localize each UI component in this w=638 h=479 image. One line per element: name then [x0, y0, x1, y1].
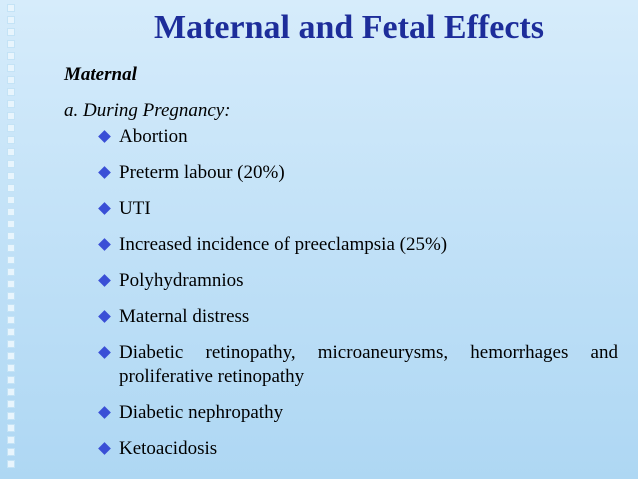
decorative-square [7, 28, 15, 36]
decorative-square [7, 244, 15, 252]
decorative-square [7, 424, 15, 432]
decorative-square [7, 172, 15, 180]
decorative-square [7, 232, 15, 240]
decorative-square-column [4, 0, 18, 479]
decorative-square [7, 136, 15, 144]
decorative-square [7, 352, 15, 360]
decorative-square [7, 412, 15, 420]
decorative-square [7, 436, 15, 444]
decorative-square [7, 52, 15, 60]
bullet-item [98, 269, 618, 293]
decorative-square [7, 328, 15, 336]
decorative-square [7, 208, 15, 216]
bullet-item [98, 197, 618, 221]
bullet-text: Polyhydramnios [119, 270, 244, 291]
decorative-square [7, 292, 15, 300]
diamond-bullet-icon [98, 346, 111, 359]
bullet-text: Diabetic retinopathy, microaneurysms, hemorrhages and proliferative retinopathy [119, 342, 618, 387]
bullet-text: Maternal distress [119, 306, 250, 327]
decorative-square [7, 160, 15, 168]
decorative-square [7, 112, 15, 120]
slide-title: Maternal and Fetal Effects [154, 9, 544, 46]
diamond-bullet-icon [98, 274, 111, 287]
bullet-list [98, 125, 618, 473]
decorative-square [7, 364, 15, 372]
bullet-item [98, 341, 618, 389]
diamond-bullet-icon [98, 202, 111, 215]
decorative-square [7, 220, 15, 228]
bullet-text: Diabetic nephropathy [119, 402, 284, 423]
bullet-text: Ketoacidosis [119, 438, 218, 459]
bullet-text: UTI [119, 198, 151, 219]
bullet-item [98, 161, 618, 185]
bullet-text: Increased incidence of preeclampsia (25%) [119, 234, 448, 255]
bullet-item [98, 437, 618, 461]
section-label: Maternal [64, 64, 137, 85]
decorative-square [7, 256, 15, 264]
diamond-bullet-icon [98, 130, 111, 143]
bullet-text: Abortion [119, 126, 188, 147]
decorative-square [7, 268, 15, 276]
bullet-text: Preterm labour (20%) [119, 162, 285, 183]
bullet-item [98, 233, 618, 257]
diamond-bullet-icon [98, 238, 111, 251]
decorative-square [7, 316, 15, 324]
bullet-item [98, 305, 618, 329]
subsection-label: a. During Pregnancy: [64, 100, 231, 121]
decorative-square [7, 460, 15, 468]
decorative-square [7, 148, 15, 156]
decorative-square [7, 400, 15, 408]
decorative-square [7, 100, 15, 108]
diamond-bullet-icon [98, 310, 111, 323]
decorative-square [7, 340, 15, 348]
diamond-bullet-icon [98, 406, 111, 419]
decorative-square [7, 388, 15, 396]
decorative-square [7, 304, 15, 312]
decorative-square [7, 184, 15, 192]
diamond-bullet-icon [98, 166, 111, 179]
decorative-square [7, 4, 15, 12]
decorative-square [7, 64, 15, 72]
decorative-square [7, 376, 15, 384]
bullet-item [98, 401, 618, 425]
bullet-item [98, 125, 618, 149]
decorative-square [7, 448, 15, 456]
decorative-square [7, 40, 15, 48]
decorative-square [7, 76, 15, 84]
decorative-square [7, 16, 15, 24]
diamond-bullet-icon [98, 442, 111, 455]
decorative-square [7, 196, 15, 204]
decorative-square [7, 280, 15, 288]
decorative-square [7, 88, 15, 96]
decorative-square [7, 124, 15, 132]
